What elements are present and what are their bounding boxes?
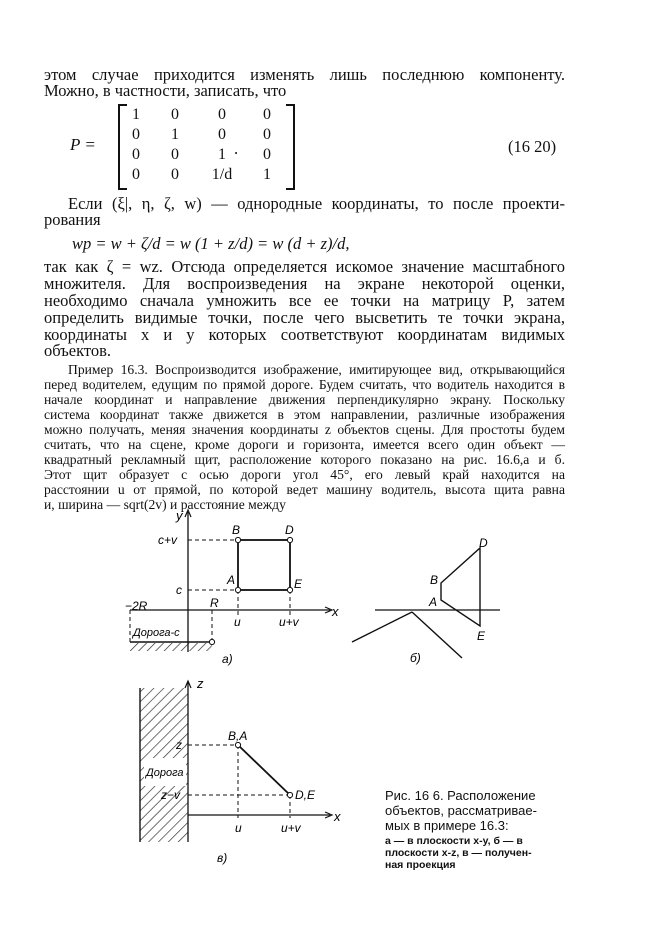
formula: wp = w + ζ/d = w (1 + z/d) = w (d + z)/d, xyxy=(72,234,350,253)
point-de xyxy=(287,792,292,797)
label-b: B xyxy=(232,523,241,537)
text-line: рования xyxy=(44,210,101,229)
example-line: перед водителем, едущим по прямой дороге. Будем считать, что водитель находится в xyxy=(44,377,565,392)
label-z-minus-v: z−v xyxy=(161,788,181,802)
figure-c-caption: в) xyxy=(217,851,228,865)
matrix-cell: 1 xyxy=(132,106,140,123)
label-ba: B,A xyxy=(228,729,248,743)
road-label: Дорога-c xyxy=(133,627,180,639)
point-a xyxy=(235,587,240,592)
matrix-cell: 0 xyxy=(171,106,179,123)
label-u: u xyxy=(234,615,241,629)
example-line: расстоянии u от прямой, по которой ведет машину водитель, высота щита равна xyxy=(44,482,565,497)
matrix-cell: 0 xyxy=(132,166,140,183)
figure-caption-line: мых в примере 16.3: xyxy=(385,818,509,833)
figure-a xyxy=(125,508,339,666)
matrix-cell: 0 xyxy=(263,126,271,143)
matrix-cell: 1/d xyxy=(211,166,233,183)
figure-caption-line: а — в плоскости x-y, б — в xyxy=(385,835,523,847)
road-edge-left xyxy=(352,612,412,642)
road-hatch xyxy=(130,643,212,651)
matrix-cell: 0 xyxy=(132,146,140,163)
label-a: A xyxy=(227,573,236,587)
matrix-cell: 1 xyxy=(263,166,271,183)
example-line: и, ширина — sqrt(2v) и расстояние между xyxy=(44,497,286,512)
label-r: R xyxy=(210,596,219,610)
label-de: D,E xyxy=(295,788,316,802)
figure-caption-line: Рис. 16 6. Расположение xyxy=(385,788,536,803)
matrix-cell: 0 xyxy=(263,106,271,123)
label-z: z xyxy=(176,738,182,752)
example-line: система координат также движется в этом направлении, различные изображения xyxy=(44,407,565,422)
label-e: E xyxy=(477,629,486,643)
figure-b-caption: б) xyxy=(410,651,421,665)
equation-number: (16 20) xyxy=(508,137,557,156)
matrix-cell: 0 xyxy=(171,166,179,183)
text-line: этом случае приходится изменять лишь последнюю компоненту. xyxy=(44,65,565,84)
text-line: Если (ξ|, η, ζ, w) — однородные координаты, то после проекти- xyxy=(68,194,565,213)
projected-billboard xyxy=(441,548,480,626)
example-line: можно получать, меняя значения координаты z объектов сцены. Для простоты будем xyxy=(44,422,565,437)
label-u-plus-v: u+v xyxy=(279,615,299,629)
label-minus-2r: −2R xyxy=(125,599,148,613)
label-a: A xyxy=(429,595,438,609)
label-d: D xyxy=(285,523,294,537)
point-e xyxy=(287,587,292,592)
point-b xyxy=(235,537,240,542)
matrix-cell: 0 xyxy=(171,146,179,163)
z-axis-label: z xyxy=(197,676,204,691)
label-c: c xyxy=(176,583,182,597)
text-line: так как ζ = wz. Отсюда определяется искомое значение масштабного xyxy=(44,257,565,276)
matrix-cell: 0 xyxy=(218,106,226,123)
billboard xyxy=(238,540,290,590)
point-ba xyxy=(235,742,240,747)
label-u: u xyxy=(235,821,242,835)
text-line: объектов. xyxy=(44,341,112,360)
label-e: E xyxy=(294,577,303,591)
example-line: Пример 16.3. Воспроизводится изображение, имитирующее вид, открывающийся xyxy=(68,362,565,377)
label-b: B xyxy=(430,573,439,587)
matrix-period: . xyxy=(234,139,239,158)
example-line: квадратный рекламный щит, расположение которого показано на рис. 16.6,a и б. xyxy=(44,452,565,467)
text-line: множителя. Для воспроизведения на экране некоторой оценки, xyxy=(44,274,565,293)
road-label: Дорога xyxy=(146,767,184,779)
text-line: координаты x и y которых соответствуют координатам видимых xyxy=(44,325,565,344)
text-line: определить видимые точки, после чего высветить те точки экрана, xyxy=(44,308,565,327)
example-line: начале координат и направление движения перпендикулярно экрану. Поскольку xyxy=(44,392,565,407)
matrix-cell: 1 xyxy=(218,146,226,163)
example-line: считать, что на сцене, кроме дороги и горизонта, имеется всего один объект — xyxy=(44,437,565,452)
label-c-plus-v: c+v xyxy=(158,533,178,547)
x-axis-label: x xyxy=(332,604,339,619)
matrix-cell: 0 xyxy=(263,146,271,163)
figure-c xyxy=(140,676,341,865)
text-line: необходимо сначала умножить все ее точки на матрицу P, затем xyxy=(44,291,565,310)
point-d xyxy=(287,537,292,542)
label-u-plus-v: u+v xyxy=(281,821,301,835)
x-axis-label: x xyxy=(334,809,341,824)
matrix-cell: 0 xyxy=(218,126,226,143)
figure-caption-line: объектов, рассматривае- xyxy=(385,803,537,818)
matrix-cell: 1 xyxy=(171,126,179,143)
figure-b xyxy=(352,536,500,665)
matrix-cell: 0 xyxy=(132,126,140,143)
figure-caption-line: ная проекция xyxy=(385,859,456,871)
text-line: Можно, в частности, записать, что xyxy=(44,81,287,100)
matrix-label: P = xyxy=(70,135,96,154)
figure-caption-line: плоскости x-z, в — получен- xyxy=(385,847,532,859)
billboard-top-view xyxy=(238,745,290,795)
point-r xyxy=(209,639,214,644)
y-axis-label: y xyxy=(176,508,183,523)
figure-a-caption: а) xyxy=(222,652,233,666)
example-line: Этот щит образует с осью дороги угол 45°, его левый край находится на xyxy=(44,467,565,482)
label-d: D xyxy=(479,536,488,550)
